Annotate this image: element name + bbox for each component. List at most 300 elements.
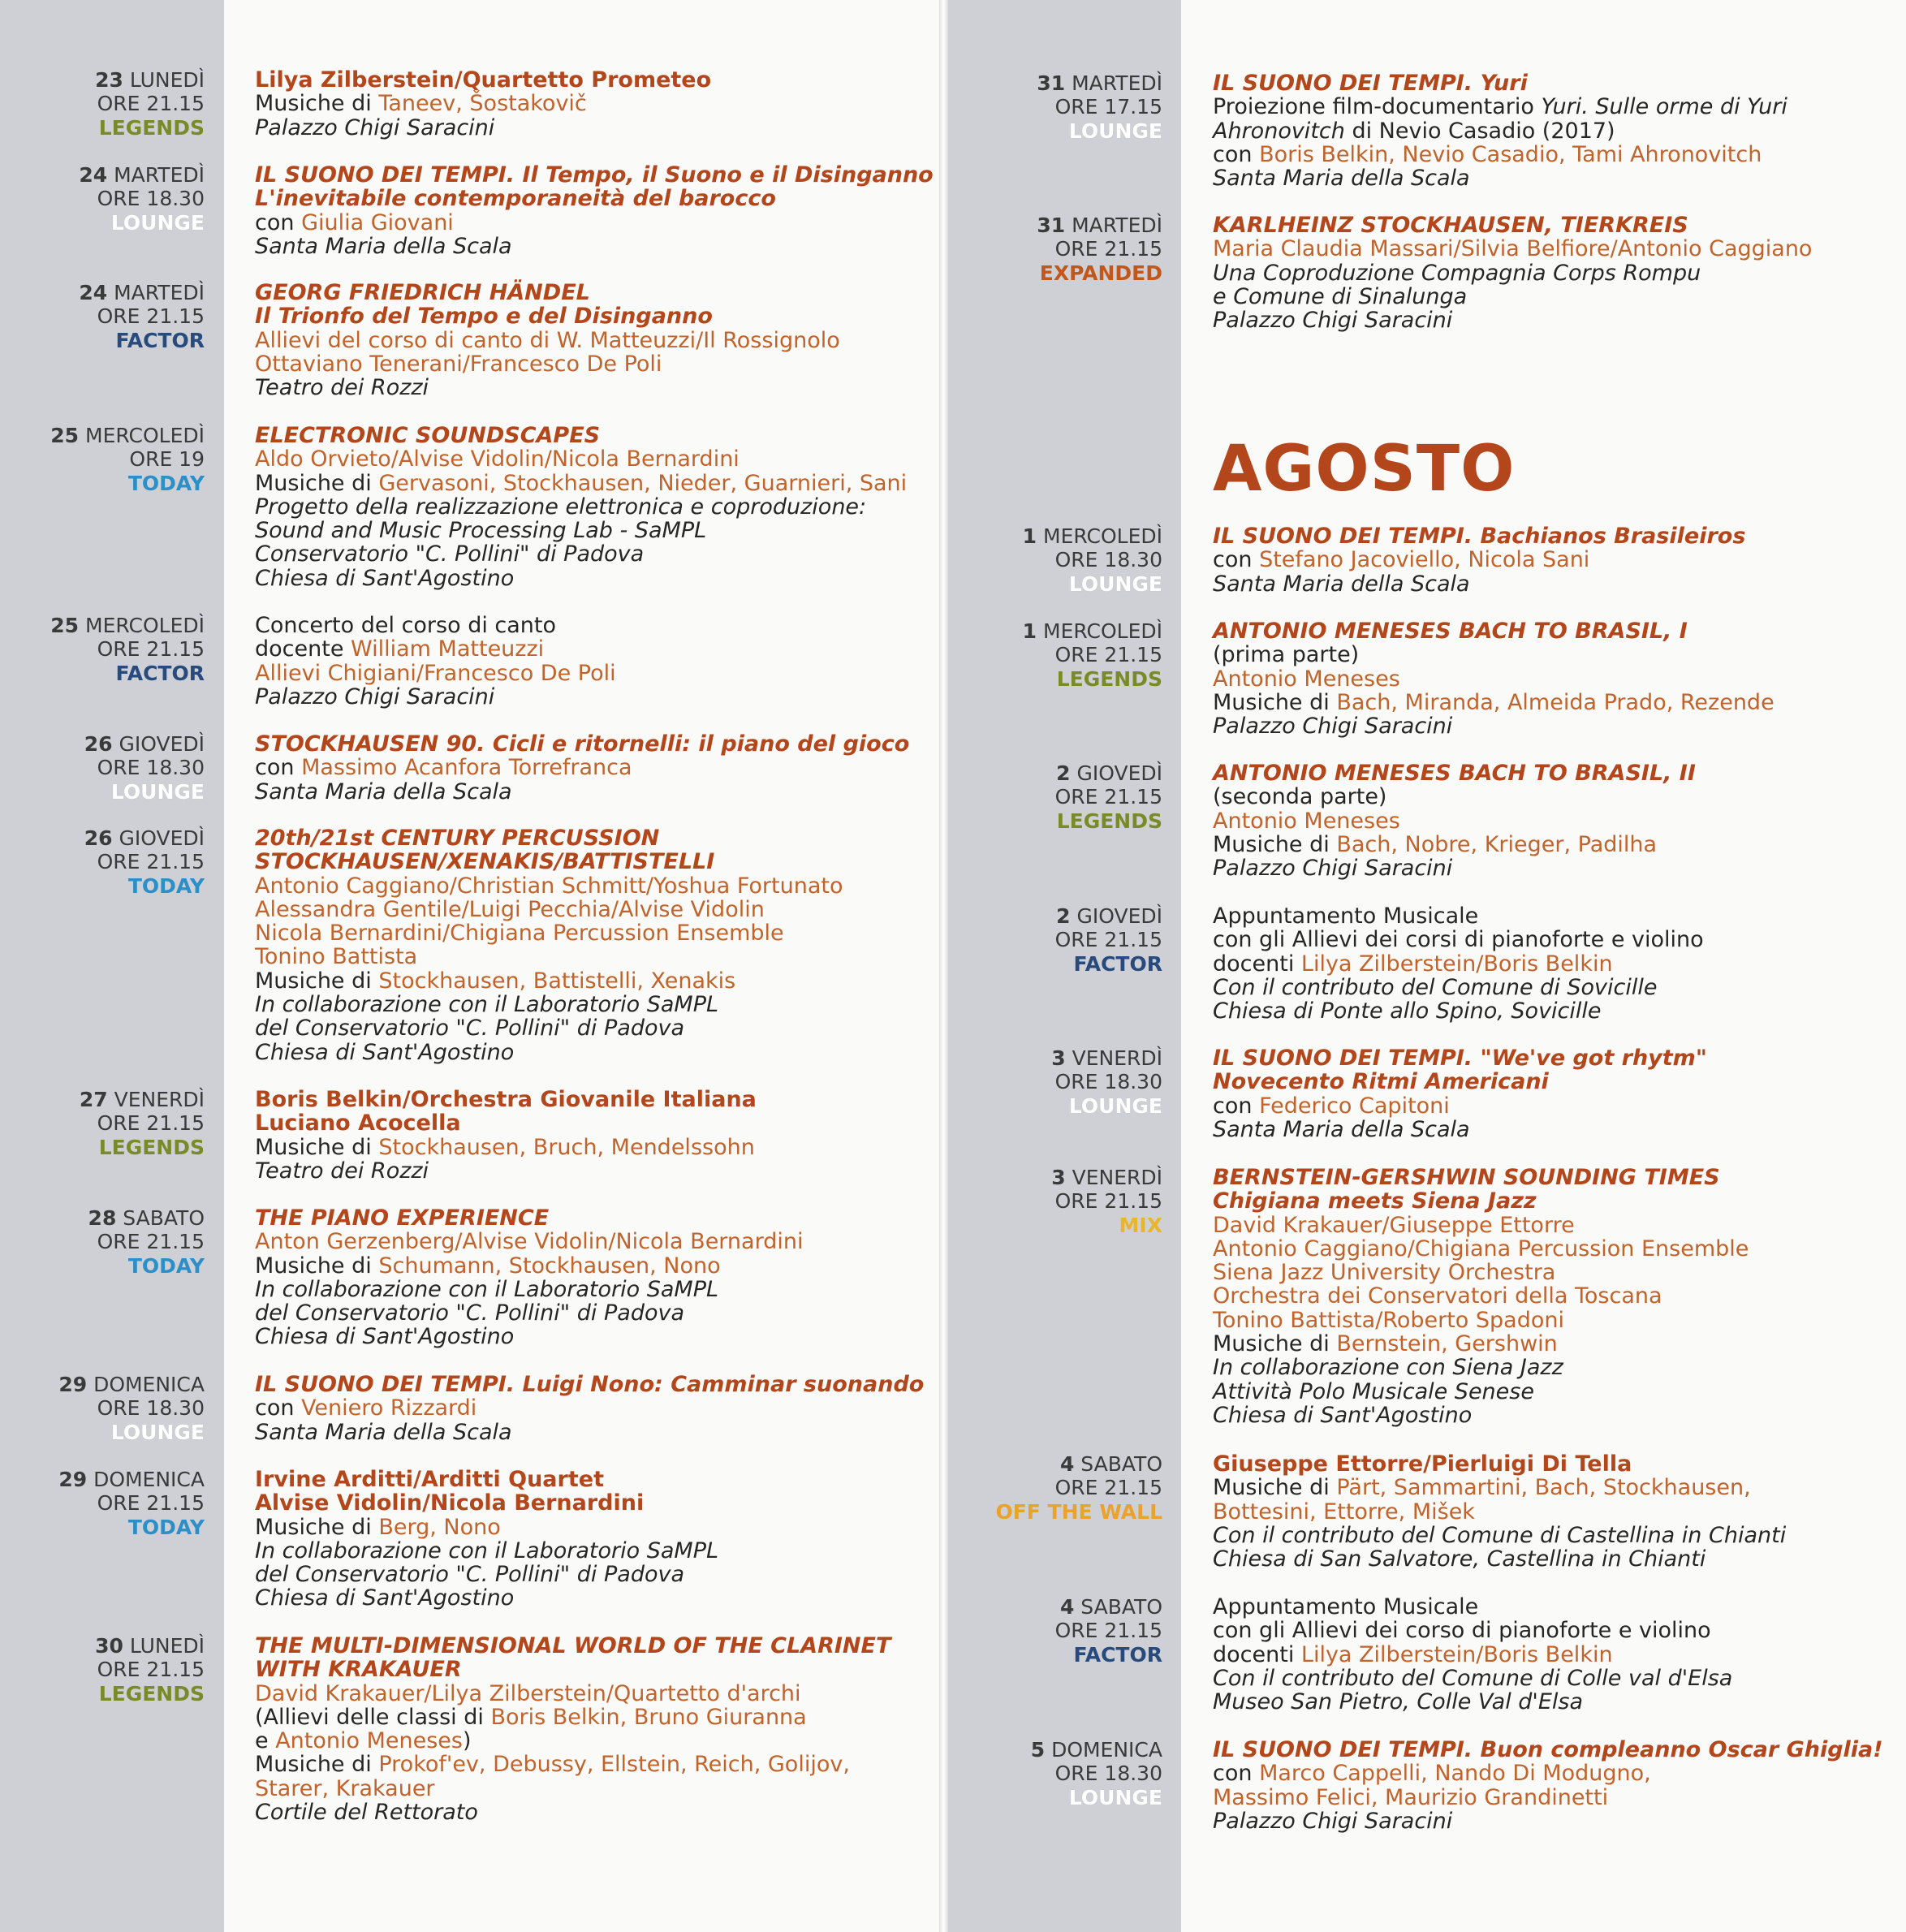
event-time: ORE 18.30 — [97, 756, 205, 780]
detail-text: con gli Allievi dei corso di pianoforte e violino — [1213, 1618, 1711, 1644]
event-detail-line — [1213, 1284, 1749, 1308]
event-date-label — [0, 1373, 205, 1444]
event-details — [1213, 619, 1774, 738]
event-day: 4 — [1059, 1595, 1075, 1619]
event-weekday: SABATO — [123, 1206, 205, 1230]
detail-text: Santa Maria della Scala — [255, 1419, 512, 1445]
detail-text: In collaborazione con Siena Jazz — [1213, 1355, 1563, 1381]
event-time: ORE 21.15 — [97, 850, 205, 874]
event-day: 1 — [1022, 524, 1037, 548]
event-detail-line — [1213, 524, 1745, 548]
event-day: 27 — [79, 1088, 108, 1111]
event-detail-line — [1213, 1356, 1749, 1379]
detail-text: Giuseppe Ettorre/Pierluigi Di Tella — [1213, 1451, 1632, 1477]
event-detail-line — [255, 376, 840, 399]
detail-text: Luciano Acocella — [255, 1110, 461, 1136]
month-heading: AGOSTO — [1213, 433, 1516, 506]
event-detail-line — [1213, 1547, 1786, 1571]
event-date-label — [948, 1166, 1162, 1237]
detail-text: Schumann, Stockhausen, Nono — [378, 1253, 721, 1279]
event-detail-line — [1213, 1118, 1707, 1141]
detail-text: Con il contributo del Comune di Colle val d'Elsa — [1213, 1665, 1733, 1691]
event-day: 30 — [95, 1634, 123, 1658]
detail-text: Alessandra Gentile/Luigi Pecchia/Alvise Vidolin — [255, 896, 765, 922]
detail-text: Con il contributo del Comune di Sovicille — [1213, 974, 1658, 1000]
detail-text: Palazzo Chigi Saracini — [1213, 308, 1453, 334]
event-day: 2 — [1056, 904, 1071, 928]
event-date-label — [0, 1088, 205, 1159]
event-detail-line — [255, 1088, 757, 1111]
detail-text: Tonino Battista — [255, 944, 418, 970]
detail-text: Lilya Zilberstein/Quartetto Prometeo — [255, 67, 712, 93]
event-detail-line — [255, 637, 616, 661]
event-detail-line — [255, 898, 843, 921]
event-weekday: MERCOLEDÌ — [85, 424, 205, 447]
event-weekday: VENERDÌ — [1072, 1166, 1162, 1189]
event-detail-line — [1213, 166, 1787, 190]
event-detail-line — [1213, 213, 1812, 237]
detail-text: Musiche di — [255, 1253, 379, 1279]
event-date-label — [0, 424, 205, 495]
event-detail-line — [255, 447, 907, 471]
detail-text: Teatro dei Rozzi — [255, 375, 429, 401]
event-date-label — [948, 1738, 1162, 1809]
event-detail-line — [255, 732, 909, 756]
event-detail-line — [255, 1729, 890, 1753]
detail-text: Antonio Meneses — [275, 1728, 463, 1754]
event-detail-line — [255, 614, 616, 637]
event-detail-line — [1213, 1786, 1883, 1809]
event-category-badge: LEGENDS — [1056, 809, 1162, 833]
detail-text: Musiche di — [255, 968, 379, 994]
detail-text: di Nevio Casadio (2017) — [1344, 118, 1615, 144]
event-detail-line — [1213, 1404, 1749, 1427]
event-category-badge: LOUNGE — [110, 779, 205, 804]
event-detail-line — [255, 519, 907, 542]
event-details — [1213, 1166, 1749, 1427]
event-detail-line — [255, 993, 843, 1016]
detail-text: Gervasoni, Stockhausen, Nieder, Guarnieri, Sani — [378, 470, 908, 496]
event-day: 3 — [1051, 1166, 1066, 1189]
event-day: 23 — [95, 68, 123, 92]
event-date-label — [948, 761, 1162, 833]
event-detail-line — [1213, 143, 1787, 166]
event-detail-line — [255, 235, 934, 258]
event-detail-line — [1213, 785, 1696, 809]
detail-text: Veniero Rizzardi — [301, 1395, 477, 1421]
event-time: ORE 21.15 — [1054, 1476, 1162, 1500]
detail-text: In collaborazione con il Laboratorio SaMPL — [255, 992, 719, 1018]
event-day: 25 — [50, 424, 80, 447]
detail-text: Anton Gerzenberg/Alvise Vidolin/Nicola Bernardini — [255, 1229, 804, 1255]
detail-text: Antonio Meneses — [1213, 808, 1400, 834]
detail-text: del Conservatorio "C. Pollini" di Padova — [255, 1562, 685, 1588]
detail-text: Appuntamento Musicale — [1213, 903, 1479, 929]
detail-text: Palazzo Chigi Saracini — [1213, 1808, 1453, 1834]
detail-text: Musiche di — [255, 1514, 379, 1540]
detail-text: con — [1213, 1761, 1260, 1787]
detail-text: Bach, Miranda, Almeida Prado, Rezende — [1336, 689, 1774, 715]
detail-text: Chiesa di Sant'Agostino — [255, 1585, 515, 1611]
detail-text: 20th/21st CENTURY PERCUSSION — [255, 826, 660, 851]
detail-text: con — [1213, 141, 1260, 167]
event-weekday: SABATO — [1080, 1452, 1162, 1476]
detail-text: Marco Cappelli, Nando Di Modugno, — [1259, 1761, 1651, 1787]
detail-text: THE PIANO EXPERIENCE — [255, 1205, 550, 1231]
event-detail-line — [1213, 1166, 1749, 1189]
event-detail-line — [255, 685, 616, 709]
detail-text: Sound and Music Processing Lab - SaMPL — [255, 518, 707, 544]
event-detail-line — [1213, 1667, 1732, 1690]
detail-text: Chiesa di Ponte allo Spino, Sovicille — [1213, 998, 1602, 1024]
event-date-label — [948, 1452, 1162, 1524]
event-detail-line — [255, 472, 907, 495]
event-detail-line — [1213, 1237, 1749, 1261]
event-weekday: DOMENICA — [93, 1468, 205, 1491]
event-detail-line — [1213, 1094, 1707, 1118]
event-time: ORE 21.15 — [97, 1658, 205, 1682]
event-day: 24 — [79, 163, 108, 187]
event-details — [1213, 1738, 1883, 1833]
detail-text: (prima parte) — [1213, 642, 1360, 668]
event-detail-line — [255, 1254, 803, 1278]
event-weekday: DOMENICA — [93, 1373, 205, 1396]
event-detail-line — [1213, 1261, 1749, 1284]
event-detail-line — [1213, 904, 1704, 928]
event-day: 25 — [50, 614, 80, 637]
event-details — [255, 1206, 803, 1349]
detail-text: ) — [462, 1728, 472, 1754]
event-detail-line — [255, 850, 843, 873]
event-detail-line — [255, 921, 843, 945]
event-category-badge: LEGENDS — [98, 1681, 205, 1706]
event-detail-line — [1213, 261, 1812, 285]
event-detail-line — [255, 211, 934, 235]
detail-text: In collaborazione con il Laboratorio SaMPL — [255, 1537, 719, 1563]
event-detail-line — [255, 187, 934, 210]
detail-text: Ottaviano Tenerani/Francesco De Poli — [255, 351, 662, 377]
detail-text: Tonino Battista/Roberto Spadoni — [1213, 1307, 1564, 1333]
event-detail-line — [1213, 1380, 1749, 1404]
event-details — [1213, 1595, 1732, 1714]
event-date-label — [0, 1206, 205, 1278]
detail-text: Stockhausen, Bruch, Mendelssohn — [378, 1134, 755, 1160]
detail-text: Musiche di — [255, 1752, 379, 1778]
event-day: 3 — [1051, 1046, 1066, 1070]
event-weekday: MARTEDÌ — [1072, 71, 1162, 95]
detail-text: IL SUONO DEI TEMPI. Bachianos Brasileiros — [1213, 524, 1746, 549]
event-category-badge: TODAY — [127, 471, 205, 495]
detail-text: Santa Maria della Scala — [1213, 571, 1470, 597]
detail-text: Pärt, Sammartini, Bach, Stockhausen, — [1336, 1475, 1751, 1501]
event-detail-line — [1213, 809, 1696, 833]
event-detail-line — [255, 567, 907, 590]
event-date-label — [948, 1046, 1162, 1118]
event-time: ORE 18.30 — [97, 1396, 205, 1421]
event-date-label — [0, 163, 205, 235]
detail-text: Attività Polo Musicale Senese — [1213, 1378, 1534, 1404]
detail-text: Santa Maria della Scala — [255, 233, 512, 259]
event-detail-line — [255, 1230, 803, 1253]
detail-text: Appuntamento Musicale — [1213, 1594, 1479, 1619]
event-date-label — [948, 213, 1162, 285]
event-day: 31 — [1037, 71, 1066, 95]
event-detail-line — [1213, 285, 1812, 308]
detail-text: Chiesa di Sant'Agostino — [1213, 1402, 1473, 1428]
detail-text: Palazzo Chigi Saracini — [1213, 714, 1453, 740]
event-detail-line — [255, 92, 711, 115]
event-detail-line — [255, 1041, 843, 1064]
detail-text: e — [255, 1728, 276, 1754]
detail-text: con — [255, 755, 302, 781]
event-detail-line — [255, 945, 843, 968]
event-details — [255, 163, 934, 258]
event-details — [1213, 904, 1704, 1023]
event-details — [255, 424, 907, 590]
detail-text: Musiche di — [1213, 1475, 1337, 1501]
detail-text: David Krakauer/Lilya Zilberstein/Quartetto d'archi — [255, 1680, 801, 1706]
event-detail-line — [1213, 976, 1704, 999]
event-detail-line — [1213, 1500, 1786, 1524]
event-details — [255, 1088, 757, 1183]
detail-text: ANTONIO MENESES BACH TO BRASIL, II — [1213, 761, 1696, 786]
event-detail-line — [1213, 1738, 1883, 1762]
detail-text: Chiesa di Sant'Agostino — [255, 1324, 515, 1350]
event-detail-line — [255, 874, 843, 898]
detail-text: Chiesa di Sant'Agostino — [255, 1039, 515, 1065]
event-detail-line — [1213, 71, 1787, 95]
event-detail-line — [255, 662, 616, 685]
event-weekday: MERCOLEDÌ — [1043, 619, 1162, 643]
event-time: ORE 21.15 — [97, 1111, 205, 1136]
event-category-badge: FACTOR — [1073, 1642, 1162, 1667]
event-category-badge: LEGENDS — [98, 115, 205, 140]
detail-text: Santa Maria della Scala — [1213, 1116, 1470, 1142]
event-detail-line — [1213, 619, 1774, 643]
detail-text: Con il contributo del Comune di Castellina in Chianti — [1213, 1522, 1787, 1548]
event-category-badge: LOUNGE — [1068, 1785, 1162, 1809]
event-time: ORE 21.15 — [97, 304, 205, 329]
event-weekday: MERCOLEDÌ — [1043, 524, 1162, 548]
event-category-badge: TODAY — [127, 1515, 205, 1539]
event-detail-line — [1213, 1643, 1732, 1667]
event-time: ORE 18.30 — [1054, 1070, 1162, 1094]
event-details — [1213, 213, 1812, 332]
event-weekday: SABATO — [1080, 1595, 1162, 1619]
event-detail-line — [255, 1468, 718, 1491]
event-detail-line — [255, 1325, 803, 1348]
detail-text: Musiche di — [1213, 831, 1337, 857]
event-weekday: LUNEDÌ — [129, 68, 205, 92]
event-detail-line — [255, 1491, 718, 1515]
detail-text: Bottesini, Ettorre, Mišek — [1213, 1499, 1475, 1524]
detail-text: GEORG FRIEDRICH HÄNDEL — [255, 280, 590, 305]
event-date-label — [948, 524, 1162, 596]
detail-text: e Comune di Sinalunga — [1213, 283, 1468, 309]
event-time: ORE 21.15 — [97, 1491, 205, 1516]
event-detail-line — [255, 826, 843, 850]
event-date-label — [0, 281, 205, 352]
detail-text: Palazzo Chigi Saracini — [255, 114, 495, 140]
event-detail-line — [1213, 667, 1774, 691]
event-day: 29 — [58, 1468, 88, 1491]
detail-text: docente — [255, 636, 351, 662]
detail-text: (seconda parte) — [1213, 784, 1387, 810]
detail-text: Alvise Vidolin/Nicola Bernardini — [255, 1490, 645, 1516]
event-details — [255, 1373, 924, 1444]
detail-text: Conservatorio "C. Pollini" di Padova — [255, 541, 645, 567]
detail-text: Santa Maria della Scala — [255, 778, 512, 804]
event-detail-line — [255, 1800, 890, 1824]
event-detail-line — [1213, 1332, 1749, 1356]
detail-text: Boris Belkin/Orchestra Giovanile Italiana — [255, 1087, 757, 1112]
event-detail-line — [255, 1421, 924, 1444]
detail-text: Santa Maria della Scala — [1213, 166, 1470, 192]
detail-text: Palazzo Chigi Saracini — [255, 684, 495, 709]
event-weekday: GIOVEDÌ — [1076, 761, 1162, 785]
detail-text: con — [1213, 547, 1260, 573]
event-details — [1213, 524, 1745, 596]
event-weekday: MARTEDÌ — [114, 163, 205, 187]
event-time: ORE 21.15 — [97, 1230, 205, 1254]
event-detail-line — [1213, 1476, 1786, 1499]
event-detail-line — [255, 1777, 890, 1800]
event-detail-line — [255, 1373, 924, 1396]
detail-text: Musiche di — [1213, 689, 1337, 715]
event-detail-line — [255, 1539, 718, 1563]
detail-text: ANTONIO MENESES BACH TO BRASIL, I — [1213, 619, 1688, 644]
event-details — [1213, 1452, 1786, 1571]
event-detail-line — [1213, 761, 1696, 785]
event-details — [255, 732, 909, 804]
event-date-label — [0, 1468, 205, 1539]
event-detail-line — [255, 352, 840, 376]
detail-text: Concerto del corso di canto — [255, 613, 557, 638]
event-day: 24 — [79, 281, 108, 304]
event-date-label — [948, 619, 1162, 691]
event-detail-line — [255, 542, 907, 566]
event-detail-line — [1213, 95, 1787, 119]
detail-text: THE MULTI-DIMENSIONAL WORLD OF THE CLARINET — [255, 1633, 891, 1658]
event-details — [1213, 71, 1787, 190]
detail-text: Antonio Caggiano/Chigiana Percussion Ensemble — [1213, 1236, 1749, 1261]
detail-text: STOCKHAUSEN/XENAKIS/BATTISTELLI — [255, 849, 715, 875]
detail-text: IL SUONO DEI TEMPI. Buon compleanno Oscar Ghiglia! — [1213, 1737, 1883, 1762]
event-detail-line — [1213, 548, 1745, 571]
detail-text: Il Trionfo del Tempo e del Disinganno — [255, 304, 713, 330]
detail-text: (Allievi delle classi di — [255, 1704, 491, 1730]
event-category-badge: LEGENDS — [98, 1135, 205, 1159]
event-details — [255, 1468, 718, 1611]
event-category-badge: LOUNGE — [1068, 571, 1162, 596]
event-time: ORE 21.15 — [1054, 643, 1162, 667]
event-detail-line — [255, 68, 711, 92]
event-detail-line — [1213, 1595, 1732, 1619]
event-detail-line — [1213, 691, 1774, 714]
detail-text: Musiche di — [255, 91, 379, 117]
event-date-label — [0, 1634, 205, 1706]
event-weekday: MERCOLEDÌ — [85, 614, 205, 637]
event-weekday: GIOVEDÌ — [1076, 904, 1162, 928]
event-detail-line — [255, 424, 907, 447]
event-day: 29 — [58, 1373, 88, 1396]
detail-text: IL SUONO DEI TEMPI. Il Tempo, il Suono e il Disinganno — [255, 162, 934, 188]
detail-text: Massimo Felici, Maurizio Grandinetti — [1213, 1784, 1609, 1810]
detail-text: del Conservatorio "C. Pollini" di Padova — [255, 1016, 685, 1041]
event-detail-line — [1213, 1214, 1749, 1237]
event-category-badge: FACTOR — [1073, 951, 1162, 976]
detail-text: Chigiana meets Siena Jazz — [1213, 1188, 1537, 1214]
event-detail-line — [255, 1016, 843, 1040]
detail-text: docenti — [1213, 951, 1301, 977]
detail-text: WITH KRAKAUER — [255, 1657, 462, 1683]
event-day: 26 — [84, 826, 113, 850]
event-detail-line — [255, 1634, 890, 1658]
event-detail-line — [1213, 1046, 1707, 1070]
detail-text: In collaborazione con il Laboratorio SaMPL — [255, 1276, 719, 1302]
detail-text: Musiche di — [255, 1134, 379, 1160]
detail-text: Palazzo Chigi Saracini — [1213, 856, 1453, 882]
event-detail-line — [255, 329, 840, 352]
event-category-badge: OFF THE WALL — [995, 1499, 1162, 1524]
detail-text: Giulia Giovani — [301, 209, 454, 235]
event-detail-line — [1213, 833, 1696, 856]
event-day: 28 — [88, 1206, 117, 1230]
detail-text: Bach, Nobre, Krieger, Padilha — [1336, 831, 1658, 857]
detail-text: Yuri. Sulle orme di Yuri — [1541, 94, 1787, 120]
event-detail-line — [1213, 1070, 1707, 1093]
event-details — [255, 826, 843, 1064]
detail-text: William Matteuzzi — [351, 636, 545, 662]
detail-text: Antonio Caggiano/Christian Schmitt/Yoshua Fortunato — [255, 873, 843, 899]
event-detail-line — [255, 1278, 803, 1301]
event-category-badge: MIX — [1119, 1213, 1162, 1237]
event-category-badge: EXPANDED — [1039, 261, 1162, 285]
event-detail-line — [255, 1753, 890, 1776]
event-day: 4 — [1059, 1452, 1075, 1476]
event-detail-line — [1213, 1452, 1786, 1476]
event-weekday: MARTEDÌ — [114, 281, 205, 304]
event-detail-line — [255, 1658, 890, 1681]
detail-text: Nicola Bernardini/Chigiana Percussion Ensemble — [255, 921, 784, 947]
event-details — [1213, 761, 1696, 880]
event-detail-line — [1213, 1690, 1732, 1714]
event-detail-line — [255, 1159, 757, 1183]
detail-text: Lilya Zilberstein/Boris Belkin — [1300, 951, 1613, 977]
detail-text: Berg, Nono — [378, 1514, 501, 1540]
event-category-badge: LOUNGE — [110, 1420, 205, 1444]
detail-text: Novecento Ritmi Americani — [1213, 1069, 1549, 1095]
event-detail-line — [1213, 856, 1696, 880]
event-time: ORE 21.15 — [1054, 785, 1162, 809]
detail-text: Allievi del corso di canto di W. Matteuzzi/Il Rossignolo — [255, 327, 840, 353]
detail-text: Lilya Zilberstein/Boris Belkin — [1300, 1641, 1613, 1667]
event-category-badge: LOUNGE — [1068, 119, 1162, 143]
event-detail-line — [1213, 714, 1774, 738]
event-detail-line — [1213, 1524, 1786, 1547]
event-detail-line — [255, 1682, 890, 1706]
event-time: ORE 19 — [129, 447, 205, 472]
event-date-label — [948, 71, 1162, 143]
detail-text: Boris Belkin, Bruno Giuranna — [490, 1704, 807, 1730]
detail-text: docenti — [1213, 1641, 1301, 1667]
event-detail-line — [1213, 237, 1812, 261]
detail-text: Proiezione film-documentario — [1213, 94, 1542, 120]
event-detail-line — [1213, 1809, 1883, 1833]
event-time: ORE 21.15 — [1054, 1619, 1162, 1643]
event-weekday: VENERDÌ — [1072, 1046, 1162, 1070]
event-date-label — [0, 732, 205, 804]
